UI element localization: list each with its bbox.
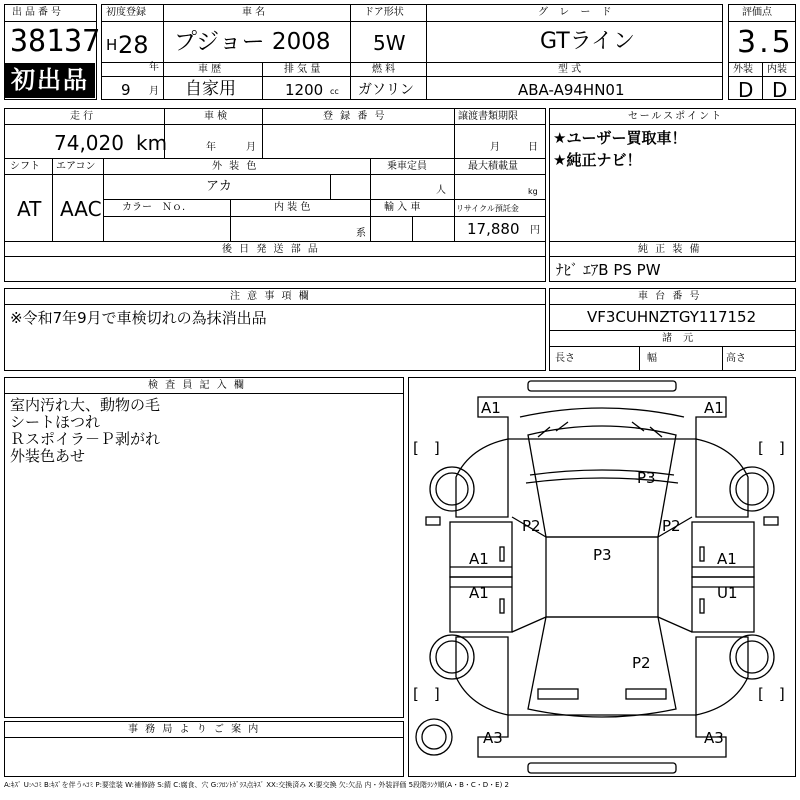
grade-value: GTライン [540,29,636,54]
color-no-label: カラー Ｎｏ. [122,202,186,213]
history-value: 自家用 [185,79,236,99]
later-parts-label: 後 日 発 送 部 品 [222,244,320,255]
int-color-label: 内 装 色 [274,202,311,213]
mark-top-right: A1 [704,399,724,417]
mark-hood: P3 [637,469,656,487]
first-listing-badge: 初出品 [5,63,95,98]
recycle-unit: 円 [530,225,540,236]
ext-color-label: 外 装 色 [212,161,259,172]
fuel-value: ガソリン [358,82,414,98]
capacity-label: 乗車定員 [387,161,427,172]
shift-label: シフト [10,161,40,172]
car-name-label: 車 名 [242,7,266,18]
mark-bottom-right: A3 [704,729,724,747]
displacement-label: 排 気 量 [284,64,321,75]
length-label: 長さ [555,353,575,364]
door-label: ドア形状 [364,7,404,18]
year-unit: 年 [149,62,159,73]
chassis-value: VF3CUHNZTGY117152 [587,308,757,326]
score-value: 3.5 [737,25,794,60]
displacement-value: 1200 [285,81,324,99]
displacement-unit: cc [330,87,339,96]
recycle-value: 17,880 [467,220,520,238]
caution-label: 注 意 事 項 欄 [230,291,311,302]
lot-label: 出品番号 [12,7,64,18]
inspector-line-1: 室内汚れ大、動物の毛 [10,396,161,414]
model-value: ABA-A94HN01 [518,81,625,99]
bracket-right-top: [ ] [758,439,785,457]
car-name: プジョー 2008 [174,29,331,55]
recycle-label: リサイクル預託金 [456,204,519,213]
inspection-label: 車 検 [204,111,228,122]
bracket-left-bottom: [ ] [413,685,440,703]
mark-door-left-2: A1 [469,584,489,602]
mileage-value: 74,020 [54,131,124,155]
mileage-unit: km [136,131,168,155]
legend-text: A:ｷｽﾞ U:ﾍｺﾐ B:ｷｽﾞを伴うﾍｺﾐ P:要塗装 W:補修跡 S:錆 C:腐食、穴 G:ﾌﾛﾝﾄｶﾞﾗｽ点ｷｽﾞ XX:交換済み X:要交換 欠:欠品 内・外装評価 5段階ﾗﾝｸ順(A・B・C・D・E) 2 [4,781,509,789]
mark-trunk: P2 [632,654,651,672]
ac-label: エアコン [56,161,96,172]
reg-no-label: 登 録 番 号 [323,111,387,122]
sales-label: セールスポイント [628,111,724,122]
mark-roof: P3 [593,546,612,564]
lot-number: 38137 [10,24,101,59]
mark-left-front: P2 [522,517,541,535]
car-diagram [408,377,796,777]
mark-top-left: A1 [481,399,501,417]
era: H [106,36,118,54]
bracket-left-top: [ ] [413,439,440,457]
transfer-day-unit: 日 [528,142,538,153]
transfer-label: 譲渡書類期限 [458,111,518,122]
spec-label: 諸 元 [662,333,698,344]
mark-door-right-2: U1 [717,584,738,602]
inspector-line-4: 外装色あせ [10,447,86,465]
equipment-value: ﾅﾋﾞ ｴｱB PS PW [556,261,661,279]
height-label: 高さ [726,353,746,364]
transfer-month-unit: 月 [490,142,500,153]
interior-label: 内装 [767,64,787,75]
exterior-grade: D [738,78,754,102]
month-unit: 月 [149,86,159,97]
sales-point-1: ★ユーザー買取車！ [553,129,687,147]
reg-month: 9 [121,81,131,99]
sales-point-2: ★純正ナビ！ [553,151,642,169]
inspector-label: 検 査 員 記 入 欄 [148,380,246,391]
first-reg-label: 初度登録 [106,7,146,18]
grade-label: グ レ ー ド [538,7,616,18]
reg-year: 28 [118,31,149,59]
chassis-label: 車 台 番 号 [638,291,702,302]
fuel-label: 燃 料 [372,64,396,75]
interior-grade: D [772,78,788,102]
caution-text: ※令和7年9月で車検切れの為抹消出品 [10,309,267,327]
ext-color-value: アカ [206,179,232,194]
inspector-line-3: Ｒスポイラ－Ｐ剥がれ [10,430,161,448]
history-label: 車 歴 [198,64,222,75]
mark-door-left-1: A1 [469,550,489,568]
office-label: 事 務 局 よ り ご 案 内 [128,724,261,735]
mark-right-front: P2 [662,517,681,535]
model-label: 型 式 [558,64,582,75]
bracket-right-bottom: [ ] [758,685,785,703]
ac-value: AAC [60,197,102,221]
equipment-label: 純 正 装 備 [638,244,702,255]
import-label: 輸 入 車 [384,202,421,213]
door-value: 5W [373,31,406,55]
inspector-line-2: シートほつれ [10,413,101,431]
capacity-unit: 人 [436,185,446,196]
mileage-label: 走 行 [70,111,94,122]
shift-value: AT [17,197,42,221]
exterior-label: 外装 [733,64,753,75]
inspection-month-unit: 月 [246,142,256,153]
width-label: 幅 [647,353,657,364]
load-unit: kg [528,187,538,196]
mark-door-right-1: A1 [717,550,737,568]
int-color-unit: 系 [356,228,366,239]
inspection-year-unit: 年 [206,142,216,153]
load-label: 最大積載量 [468,161,518,172]
mark-bottom-left: A3 [483,729,503,747]
score-label: 評価点 [742,7,772,18]
